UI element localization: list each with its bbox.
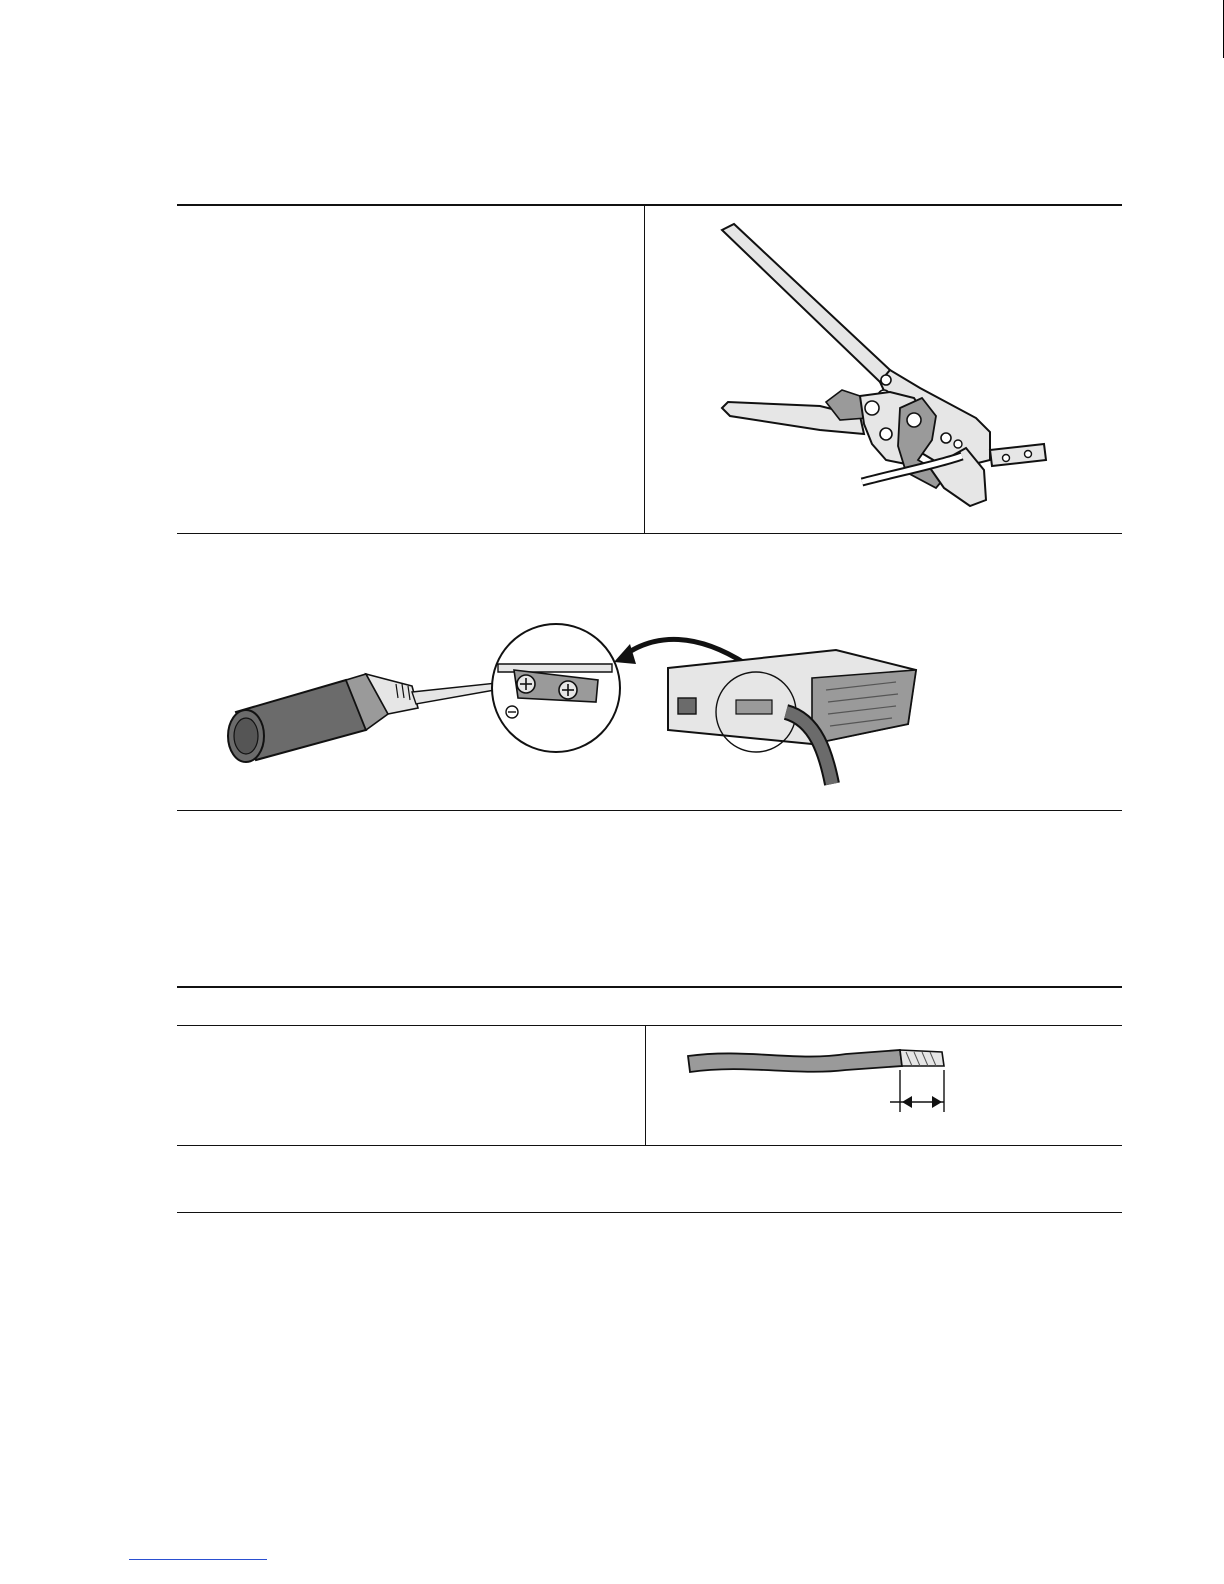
footer-link-underline[interactable] [129, 1559, 267, 1560]
table2-top-rule [177, 986, 1122, 988]
table-row-rule [177, 533, 1122, 534]
double-arrow-icon [890, 1096, 944, 1108]
table2-column-divider [645, 1026, 646, 1145]
table2-bottom-rule [177, 1212, 1122, 1213]
table2-header-rule [177, 1025, 1122, 1026]
screwdriver-grounding-figure [216, 624, 936, 794]
curved-arrow-icon [626, 639, 746, 664]
section-rule [177, 810, 1122, 811]
table-column-divider [644, 205, 645, 533]
screwdriver-icon [228, 674, 506, 762]
table2-row-rule [177, 1145, 1122, 1146]
crimping-tool-figure [700, 220, 1060, 520]
crimping-tool-icon [700, 220, 1060, 520]
table-top-rule [177, 204, 1122, 206]
stripped-wire-figure [686, 1040, 966, 1120]
